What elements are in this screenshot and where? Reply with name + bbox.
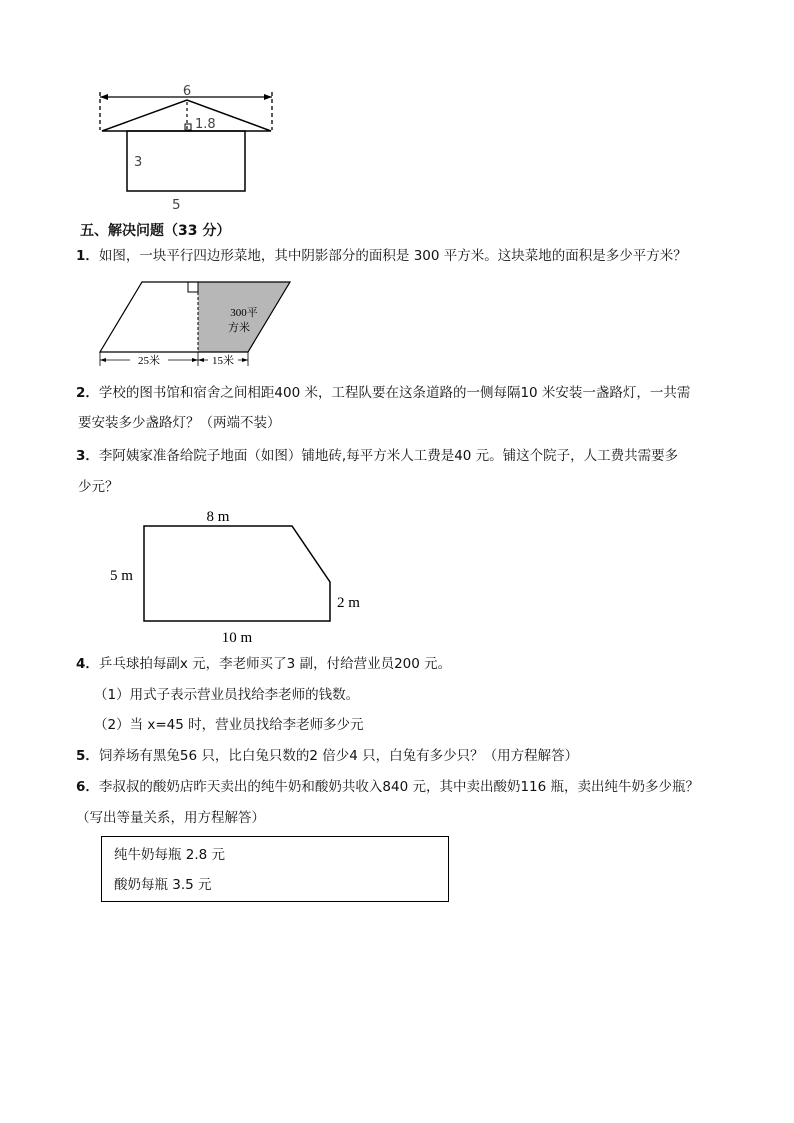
yard-bottom-label: 10 m [221, 630, 253, 646]
question-6-text: 李叔叔的酸奶店昨天卖出的纯牛奶和酸奶共收入840 元，其中卖出酸奶116 瓶，卖出纯牛奶多少瓶？ [98, 779, 700, 795]
question-4 [76, 654, 451, 674]
question-3-number: 3． [76, 448, 99, 464]
parallelogram-figure [96, 278, 296, 373]
question-6-note: （写出等量关系，用方程解答） [76, 810, 265, 826]
question-6-number: 6． [76, 779, 99, 795]
house-height-label: 1.8 [195, 117, 216, 132]
question-1-text: 如图，一块平行四边形菜地，其中阴影部分的面积是 300 平方米。这块菜地的面积是多少平方米？ [98, 248, 687, 264]
house-figure [90, 78, 290, 196]
question-5-text: 饲养场有黑兔56 只，比白兔只数的2 倍少4 只，白兔有多少只？（用方程解答） [98, 748, 579, 764]
question-2-line2: 要安装多少盏路灯？（两端不装） [78, 415, 281, 431]
question-2-number: 2． [76, 385, 99, 401]
house-top-label: 6 [182, 84, 192, 99]
question-4-number: 4． [76, 656, 99, 672]
question-4-sub1: （1）用式子表示营业员找给李老师的钱数。 [94, 687, 360, 703]
question-2-text-line1: 学校的图书馆和宿舍之间相距400 米，工程队要在这条道路的一侧每隔10 米安装一盏路灯，一共需 [98, 385, 691, 401]
price-box [101, 836, 449, 902]
question-5 [76, 746, 578, 766]
question-4-text: 乒乓球拍每副x 元，李老师买了3 副，付给营业员200 元。 [98, 656, 452, 672]
question-6 [76, 777, 699, 797]
house-bottom-label: 5 [172, 197, 181, 213]
question-2 [76, 383, 690, 403]
right-base-label: 15米 [212, 355, 234, 367]
price-box-line1: 纯牛奶每瓶 2.8 元 [114, 847, 226, 863]
section-title: 五、解决问题（33 分） [80, 223, 231, 239]
question-1-number: 1． [76, 248, 99, 264]
left-base-label: 25米 [138, 355, 160, 367]
yard-left-label: 5 m [110, 568, 133, 584]
yard-figure [100, 500, 380, 650]
question-3-text-line1: 李阿姨家准备给院子地面（如图）铺地砖,每平方米人工费是40 元。铺这个院子，人工费共需要多 [98, 448, 679, 464]
yard-top-label: 8 m [206, 509, 230, 525]
question-4-sub2: （2）当 x=45 时，营业员找给李老师多少元 [94, 717, 364, 733]
question-1 [76, 246, 687, 266]
price-box-line2: 酸奶每瓶 3.5 元 [114, 877, 212, 893]
question-3 [76, 446, 678, 466]
shaded-area-label-2: 方米 [228, 322, 250, 334]
house-side-label: 3 [134, 155, 143, 170]
shaded-area-label-1: 300平 [230, 307, 258, 319]
yard-right-label: 2 m [337, 595, 360, 611]
question-3-line2: 少元？ [78, 479, 119, 495]
question-5-number: 5． [76, 748, 99, 764]
